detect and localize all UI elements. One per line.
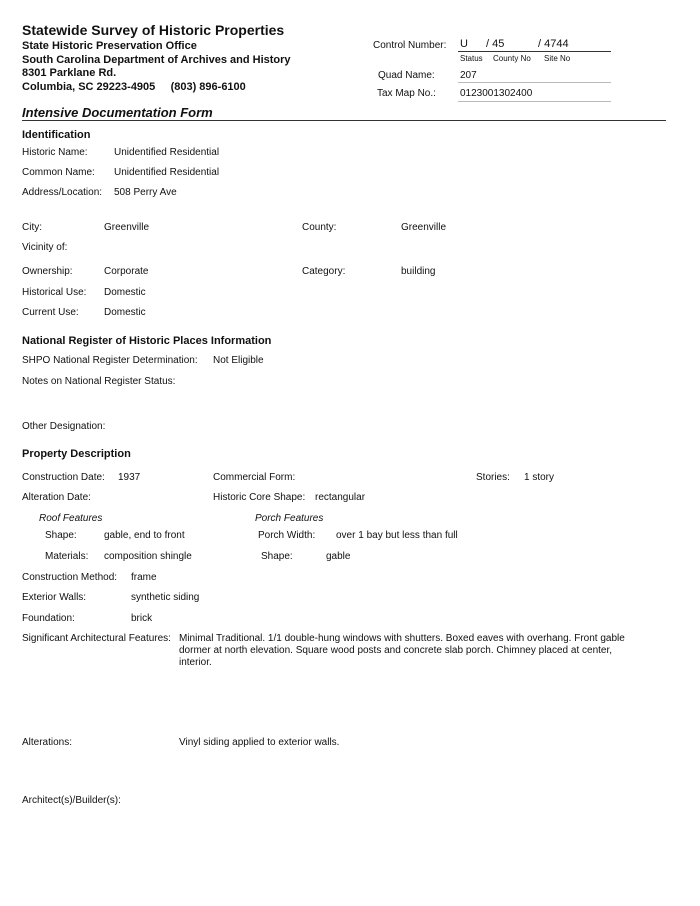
- category-value: building: [401, 266, 436, 277]
- office-name: State Historic Preservation Office: [22, 40, 197, 52]
- historical-use-value: Domestic: [104, 287, 146, 298]
- historic-name-label: Historic Name:: [22, 147, 88, 158]
- form-title: Intensive Documentation Form: [22, 105, 213, 120]
- foundation-value: brick: [131, 613, 153, 624]
- architectural-features-value: Minimal Traditional. 1/1 double-hung windows with shutters. Boxed eaves with overhang. Front gable dormer at north elevation. Square wood posts and concrete slab porch. Chimney placed at center, interior.: [179, 633, 625, 668]
- roof-shape-label: Shape:: [45, 530, 77, 541]
- common-name-value: Unidentified Residential: [114, 167, 220, 178]
- construction-date-value: 1937: [118, 472, 141, 483]
- exterior-walls-label: Exterior Walls:: [22, 592, 87, 603]
- roof-materials-label: Materials:: [45, 551, 89, 562]
- alterations-value: Vinyl siding applied to exterior walls.: [179, 737, 340, 748]
- architect-builder-label: Architect(s)/Builder(s):: [22, 795, 121, 806]
- other-designation-label: Other Designation:: [22, 421, 106, 432]
- nr-notes-label: Notes on National Register Status:: [22, 376, 176, 387]
- porch-width-label: Porch Width:: [258, 530, 316, 541]
- department-name: South Carolina Department of Archives and History: [22, 54, 291, 66]
- quad-name-underline: [458, 82, 611, 83]
- city-value: Greenville: [104, 222, 150, 233]
- exterior-walls-value: synthetic siding: [131, 592, 200, 603]
- ownership-value: Corporate: [104, 266, 149, 277]
- stories-value: 1 story: [524, 472, 555, 483]
- control-number-label: Control Number:: [373, 40, 447, 51]
- control-status-value: U: [460, 38, 468, 50]
- county-no-caption: County No: [493, 54, 531, 63]
- core-shape-label: Historic Core Shape:: [213, 492, 306, 503]
- status-caption: Status: [460, 54, 483, 63]
- common-name-label: Common Name:: [22, 167, 95, 178]
- ownership-label: Ownership:: [22, 266, 73, 277]
- porch-shape-label: Shape:: [261, 551, 293, 562]
- title-rule: [22, 120, 666, 121]
- construction-date-label: Construction Date:: [22, 472, 105, 483]
- property-description-heading: Property Description: [22, 448, 131, 460]
- county-label: County:: [302, 222, 337, 233]
- alterations-label: Alterations:: [22, 737, 73, 748]
- construction-method-label: Construction Method:: [22, 572, 118, 583]
- address-value: 508 Perry Ave: [114, 187, 177, 198]
- address-label: Address/Location:: [22, 187, 103, 198]
- control-county-value: / 45: [486, 38, 505, 50]
- category-label: Category:: [302, 266, 346, 277]
- roof-materials-value: composition shingle: [104, 551, 192, 562]
- identification-heading: Identification: [22, 129, 91, 141]
- city-phone: Columbia, SC 29223-4905 (803) 896-6100: [22, 81, 246, 93]
- stories-label: Stories:: [476, 472, 510, 483]
- tax-map-underline: [458, 101, 611, 102]
- county-value: Greenville: [401, 222, 447, 233]
- construction-method-value: frame: [131, 572, 157, 583]
- core-shape-value: rectangular: [315, 492, 366, 503]
- roof-features-subheading: Roof Features: [39, 513, 103, 524]
- commercial-form-label: Commercial Form:: [213, 472, 296, 483]
- porch-features-subheading: Porch Features: [255, 513, 324, 524]
- city-label: City:: [22, 222, 42, 233]
- survey-title: Statewide Survey of Historic Properties: [22, 22, 285, 38]
- vicinity-label: Vicinity of:: [22, 242, 68, 253]
- historic-name-value: Unidentified Residential: [114, 147, 220, 158]
- street-address: 8301 Parklane Rd.: [22, 67, 117, 79]
- tax-map-value: 0123001302400: [460, 88, 533, 99]
- tax-map-label: Tax Map No.:: [377, 88, 436, 99]
- architectural-features-label: Significant Architectural Features:: [22, 633, 171, 644]
- current-use-value: Domestic: [104, 307, 146, 318]
- nrhp-heading: National Register of Historic Places Information: [22, 335, 272, 347]
- site-no-caption: Site No: [544, 54, 571, 63]
- porch-shape-value: gable: [326, 551, 351, 562]
- alteration-date-label: Alteration Date:: [22, 492, 91, 503]
- porch-width-value: over 1 bay but less than full: [336, 530, 458, 541]
- quad-name-label: Quad Name:: [378, 70, 435, 81]
- foundation-label: Foundation:: [22, 613, 75, 624]
- control-number-field: [458, 39, 611, 52]
- roof-shape-value: gable, end to front: [104, 530, 185, 541]
- quad-name-value: 207: [460, 70, 477, 81]
- historical-use-label: Historical Use:: [22, 287, 87, 298]
- control-site-value: / 4744: [538, 38, 569, 50]
- current-use-label: Current Use:: [22, 307, 79, 318]
- nr-determination-label: SHPO National Register Determination:: [22, 355, 198, 366]
- nr-determination-value: Not Eligible: [213, 355, 264, 366]
